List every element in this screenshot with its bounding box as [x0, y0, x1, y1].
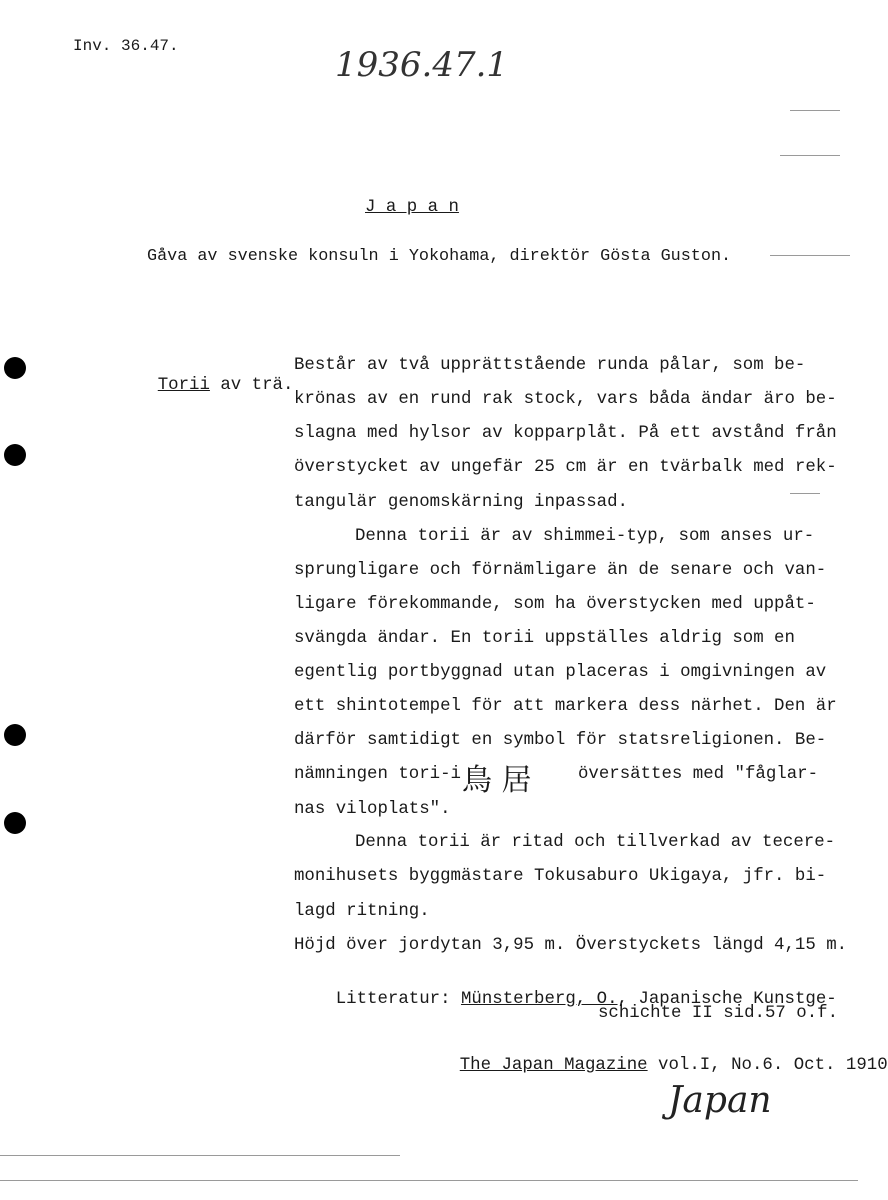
body-line: därför samtidigt en symbol för statsreligionen. Be-	[294, 731, 827, 750]
document-title: J a p a n	[365, 198, 459, 217]
literature-label: Litteratur:	[335, 990, 461, 1009]
body-line: lagd ritning.	[294, 902, 430, 921]
punch-hole	[4, 724, 26, 746]
literature-line-2: schichte II sid.57 o.f.	[598, 1004, 839, 1023]
kanji-torii: 鳥 居	[462, 763, 532, 798]
punch-hole	[4, 357, 26, 379]
body-line: Denna torii är av shimmei-typ, som anses ur-	[355, 527, 815, 546]
item-material: av trä.	[209, 376, 294, 395]
body-line: Består av två upprättstående runda pålar, som be-	[294, 356, 806, 375]
magazine-details: vol.I, No.6. Oct. 1910	[647, 1056, 888, 1075]
scan-artifact	[770, 255, 850, 256]
punch-hole	[4, 812, 26, 834]
body-line: Höjd över jordytan 3,95 m. Överstyckets längd 4,15 m.	[294, 936, 848, 955]
body-line: ligare förekommande, som ha överstycken med uppåt-	[294, 595, 816, 614]
item-heading	[116, 356, 293, 416]
body-line: krönas av en rund rak stock, vars båda ändar äro be-	[294, 390, 837, 409]
punch-hole	[4, 444, 26, 466]
body-line: översättes med "fåglar-	[578, 765, 819, 784]
scan-artifact	[0, 1155, 400, 1156]
body-line: slagna med hylsor av kopparplåt. På ett avstånd från	[294, 424, 837, 443]
body-line: svängda ändar. En torii uppställes aldrig som en	[294, 629, 795, 648]
item-name: Torii	[157, 376, 210, 395]
handwritten-signature: Japan	[668, 1080, 772, 1121]
literature-author: Münsterberg, O.	[460, 990, 618, 1009]
scan-artifact	[780, 155, 840, 156]
body-line: Denna torii är ritad och tillverkad av tecere-	[355, 833, 836, 852]
scan-artifact	[790, 110, 840, 111]
body-line: ett shintotempel för att markera dess närhet. Den är	[294, 697, 837, 716]
scan-artifact	[790, 493, 820, 494]
body-line: tangulär genomskärning inpassad.	[294, 493, 628, 512]
literature-work: , Japanische Kunstge-	[617, 990, 837, 1009]
magazine-title: The Japan Magazine	[459, 1056, 648, 1075]
magazine-reference	[418, 1036, 888, 1096]
body-line: nämningen tori-i	[294, 765, 461, 784]
body-line: monihusets byggmästare Tokusaburo Ukigaya, jfr. bi-	[294, 867, 827, 886]
scan-artifact	[0, 1180, 858, 1181]
body-line: egentlig portbyggnad utan placeras i omgivningen av	[294, 663, 827, 682]
body-line: sprungligare och förnämligare än de senare och van-	[294, 561, 827, 580]
body-line: överstycket av ungefär 25 cm är en tvärbalk med rek-	[294, 458, 837, 477]
inventory-number: Inv. 36.47.	[73, 37, 179, 55]
document-subtitle: Gåva av svenske konsuln i Yokohama, direktör Gösta Guston.	[147, 247, 732, 266]
handwritten-number: 1936.47.1	[335, 45, 509, 85]
body-line: nas viloplats".	[294, 800, 451, 819]
